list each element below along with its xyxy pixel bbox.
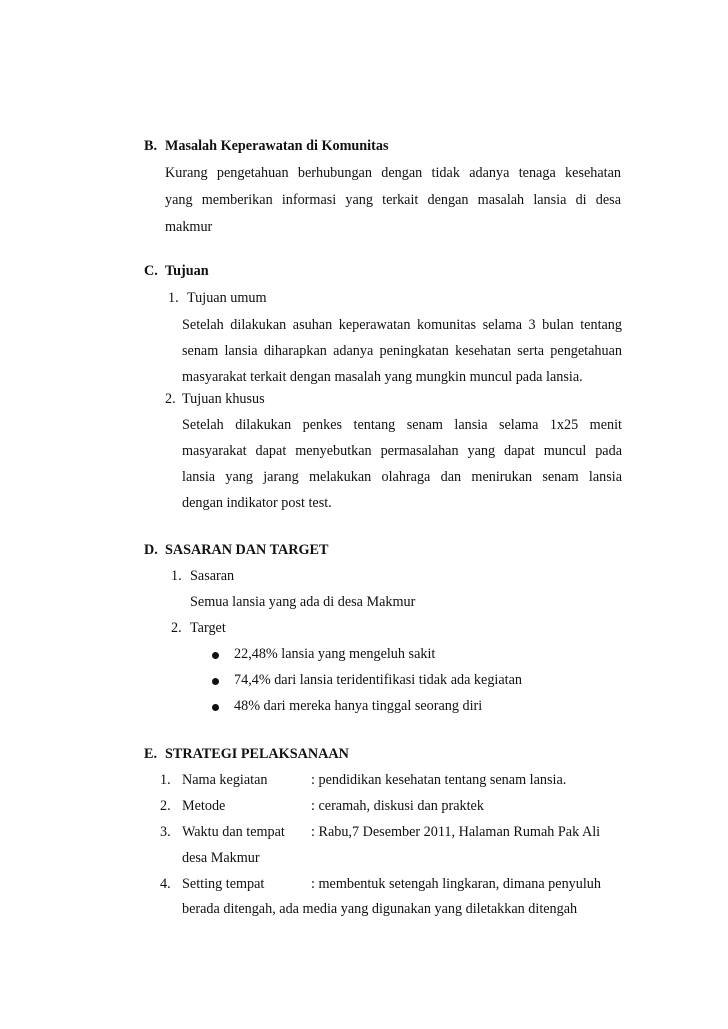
e-item-3-continuation: desa Makmur (182, 850, 260, 866)
e-item-3-number: 3. (160, 824, 171, 840)
bullet-icon (212, 678, 219, 685)
section-b-line-3: makmur (165, 219, 213, 235)
e-item-4-number: 4. (160, 876, 171, 892)
d-item-2-title: Target (190, 620, 226, 636)
bullet-icon (212, 652, 219, 659)
section-b-heading: Masalah Keperawatan di Komunitas (165, 138, 389, 154)
target-bullet-1: 22,48% lansia yang mengeluh sakit (234, 646, 436, 662)
c-item-2-line-2: masyarakat dapat menyebutkan permasalahan yang dapat muncul pada (182, 443, 622, 459)
section-c-letter: C. (144, 263, 158, 279)
c-item-2-number: 2. (165, 391, 176, 407)
d-item-2-number: 2. (171, 620, 182, 636)
bullet-icon (212, 704, 219, 711)
c-item-2-line-3: lansia yang jarang melakukan olahraga dan menirukan senam lansia (182, 469, 622, 485)
c-item-1-line-1: Setelah dilakukan asuhan keperawatan komunitas selama 3 bulan tentang (182, 317, 622, 333)
d-item-1-text: Semua lansia yang ada di desa Makmur (190, 594, 416, 610)
d-item-1-title: Sasaran (190, 568, 235, 584)
c-item-2-title: Tujuan khusus (182, 391, 265, 407)
e-item-3-label: Waktu dan tempat (182, 824, 285, 840)
c-item-1-title: Tujuan umum (187, 290, 267, 306)
c-item-1-line-2: senam lansia diharapkan adanya peningkatan kesehatan serta pengetahuan (182, 343, 622, 359)
section-e-letter: E. (144, 746, 158, 762)
section-b-line-2: yang memberikan informasi yang terkait dengan masalah lansia di desa (165, 192, 621, 208)
c-item-1-line-3: masyarakat terkait dengan masalah yang mungkin muncul pada lansia. (182, 369, 583, 385)
e-item-4-label: Setting tempat (182, 876, 265, 892)
section-d-letter: D. (144, 542, 158, 558)
c-item-2-line-4: dengan indikator post test. (182, 495, 332, 511)
e-item-2-number: 2. (160, 798, 171, 814)
section-e-heading: STRATEGI PELAKSANAAN (165, 746, 349, 762)
target-bullet-3: 48% dari mereka hanya tinggal seorang diri (234, 698, 483, 714)
e-item-3-value: : Rabu,7 Desember 2011, Halaman Rumah Pak Ali (311, 824, 601, 840)
d-item-1-number: 1. (171, 568, 182, 584)
section-b-line-1: Kurang pengetahuan berhubungan dengan tidak adanya tenaga kesehatan (165, 165, 621, 181)
c-item-1-number: 1. (168, 290, 179, 306)
e-item-4-continuation: berada ditengah, ada media yang digunakan yang diletakkan ditengah (182, 901, 578, 917)
c-item-2-line-1: Setelah dilakukan penkes tentang senam lansia selama 1x25 menit (182, 417, 622, 433)
e-item-1-value: : pendidikan kesehatan tentang senam lansia. (311, 772, 567, 788)
section-d-heading: SASARAN DAN TARGET (165, 542, 329, 558)
e-item-1-number: 1. (160, 772, 171, 788)
section-b-letter: B. (144, 138, 158, 154)
e-item-4-value: : membentuk setengah lingkaran, dimana penyuluh (311, 876, 601, 892)
e-item-1-label: Nama kegiatan (182, 772, 268, 788)
section-c-heading: Tujuan (165, 263, 209, 279)
e-item-2-value: : ceramah, diskusi dan praktek (311, 798, 484, 814)
e-item-2-label: Metode (182, 798, 226, 814)
target-bullet-2: 74,4% dari lansia teridentifikasi tidak ada kegiatan (234, 672, 522, 688)
